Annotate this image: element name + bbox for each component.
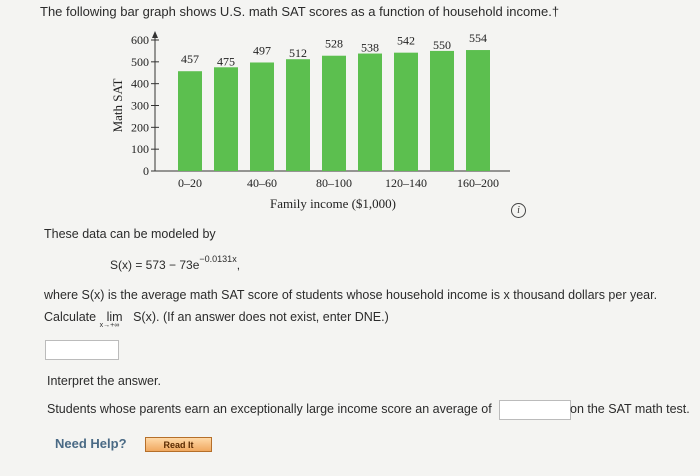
- lim-word: lim: [106, 310, 123, 324]
- interpret-answer-input[interactable]: [499, 400, 571, 420]
- formula-end: ,: [236, 258, 241, 272]
- bar-data-label: 538: [361, 40, 379, 55]
- calc-suffix: S(x). (If an answer does not exist, enter DNE.): [133, 310, 389, 324]
- bar: [286, 59, 310, 171]
- x-tick-label: 80–100: [316, 176, 352, 190]
- question-intro: The following bar graph shows U.S. math SAT scores as a function of household income.†: [40, 4, 560, 19]
- need-help-label: Need Help?: [55, 436, 127, 451]
- formula-coef: 73e: [179, 258, 200, 272]
- students-text: Students whose parents earn an exceptionally large income score an average of: [47, 402, 492, 416]
- interpret-text: Interpret the answer.: [47, 374, 161, 388]
- x-axis-label: Family income ($1,000): [269, 196, 397, 211]
- calc-prefix: Calculate: [44, 310, 97, 324]
- y-tick-label: 600: [131, 33, 149, 47]
- y-axis-label: Math SAT: [110, 78, 125, 133]
- read-it-button[interactable]: Read It: [145, 437, 212, 452]
- bar-data-label: 475: [217, 54, 235, 69]
- y-tick-label: 500: [131, 54, 149, 69]
- bar: [466, 50, 490, 171]
- formula-lhs: S(x) = 573 −: [110, 258, 180, 272]
- bar: [322, 56, 346, 171]
- info-icon[interactable]: i: [511, 203, 526, 218]
- limit-notation: [99, 310, 130, 329]
- calculate-line: [44, 310, 389, 329]
- x-tick-label: 160–200: [457, 176, 499, 190]
- limit-answer-input[interactable]: [45, 340, 119, 360]
- formula-exponent: −0.0131x: [199, 254, 237, 264]
- bar-data-label: 528: [325, 36, 343, 51]
- bar: [430, 51, 454, 171]
- bar: [250, 62, 274, 171]
- bar-data-label: 497: [253, 43, 271, 58]
- model-formula: [110, 256, 240, 272]
- bar-data-label: 550: [433, 37, 451, 52]
- bar-data-label: 554: [469, 31, 487, 46]
- bar-chart: [105, 28, 515, 218]
- bar: [394, 53, 418, 171]
- x-tick-label: 40–60: [247, 176, 277, 190]
- bar: [178, 71, 202, 171]
- y-tick-label: 400: [131, 76, 149, 91]
- y-tick-label: 200: [131, 120, 149, 135]
- x-tick-label: 0–20: [178, 176, 202, 190]
- bar: [214, 67, 238, 171]
- y-tick-label: 0: [143, 164, 149, 178]
- bar-data-label: 457: [181, 52, 199, 67]
- y-tick-label: 300: [131, 98, 149, 113]
- bar-data-label: 512: [289, 46, 307, 61]
- where-text: where S(x) is the average math SAT score of students whose household income is x thousand dollars per year.: [44, 288, 658, 302]
- x-tick-label: 120–140: [385, 176, 427, 190]
- bar: [358, 54, 382, 171]
- y-axis-arrow: [152, 31, 158, 38]
- bar-data-label: 542: [397, 33, 415, 48]
- modeled-by-text: These data can be modeled by: [44, 227, 216, 241]
- lim-subscript: x→+∞: [99, 322, 120, 329]
- students-suffix: on the SAT math test.: [570, 402, 690, 416]
- y-tick-label: 100: [131, 142, 149, 157]
